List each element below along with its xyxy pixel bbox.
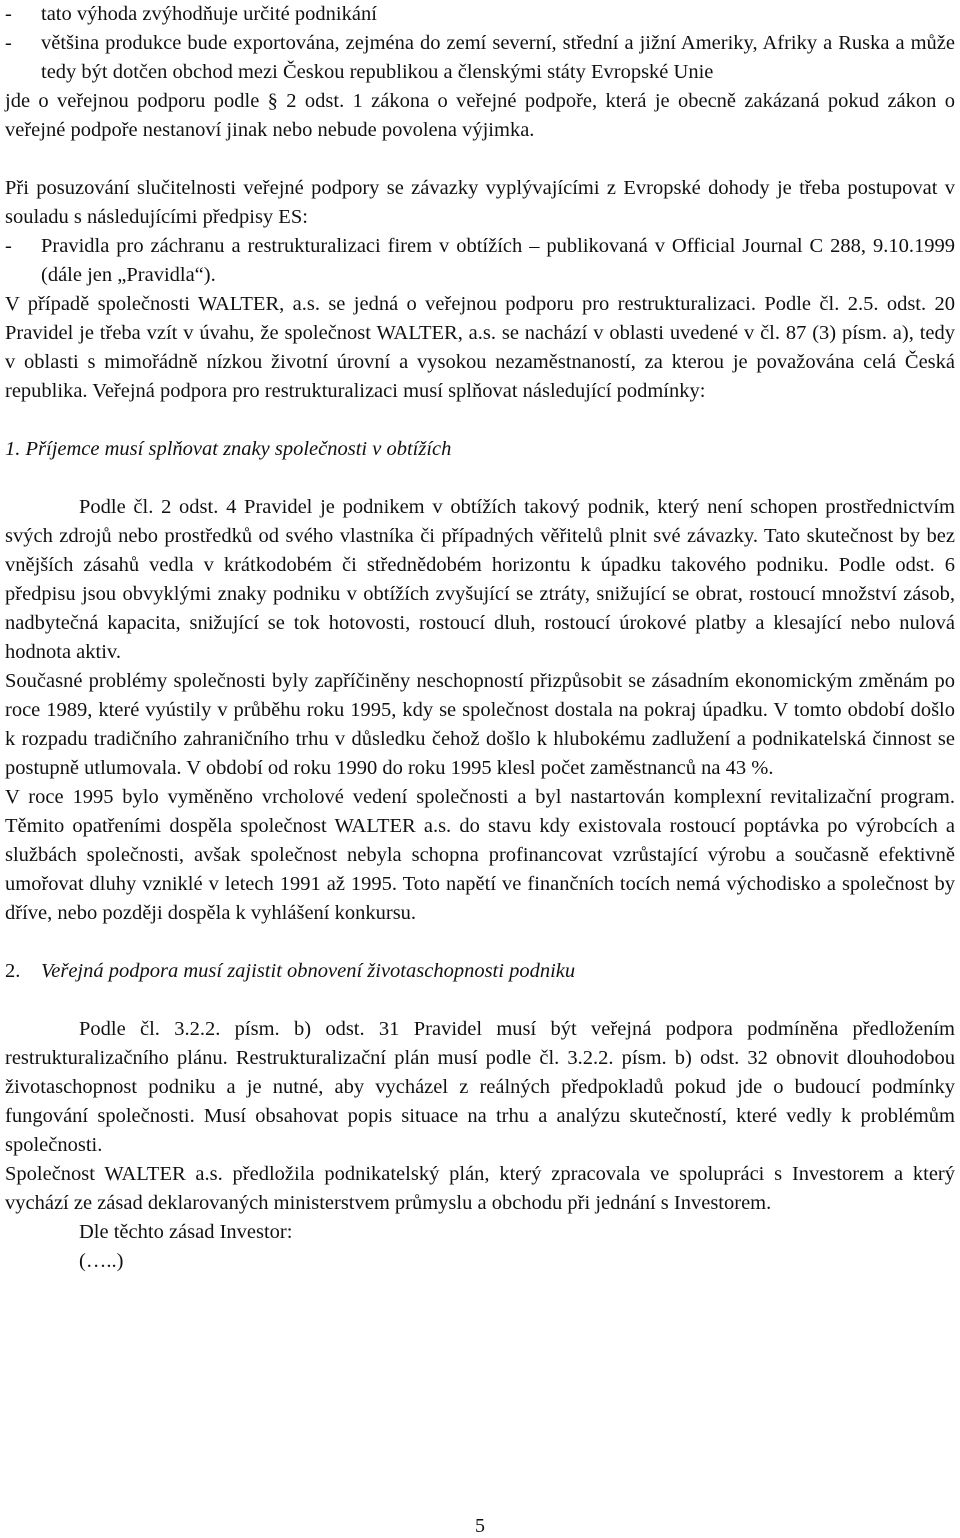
bullet-item [5,29,955,87]
paragraph-problems: Současné problémy společnosti byly zapříčiněny neschopností přizpůsobit se zásadním ekonomickým změnám po roce 1989, které vyústily v průběhu roku 1995, kdy se společnost dostala na pokraj úpadku. V tomto období došlo k rozpadu tradičního zahraničního trhu v důsledku čehož došlo k hlubokému zadlužení a podnikatelská činnost se postupně utlumovala. V období od roku 1990 do roku 1995 klesl počet zaměstnanců na 43 %. [5,670,955,779]
bullet-item [5,0,955,29]
bullet-dash: - [5,3,12,25]
bullet-item [5,232,955,290]
section-title: Veřejná podpora musí zajistit obnovení životaschopnosti podniku [41,960,576,982]
paragraph-public-support: jde o veřejnou podporu podle § 2 odst. 1 zákona o veřejné podpoře, která je obecně zakázaná pokud zákon o veřejné podpoře nestanoví jinak nebo nebude povolena výjimka. [5,90,955,141]
section-heading-1: 1. Příjemce musí splňovat znaky společnosti v obtížích [5,438,452,460]
line-investor-principles: Dle těchto zásad Investor: [79,1221,293,1243]
paragraph-business-plan: Společnost WALTER a.s. předložila podnikatelský plán, který zpracovala ve spolupráci s Investorem a který vychází ze zásad deklarovaných ministerstvem průmyslu a obchodu při jednání s Investorem. [5,1163,955,1214]
bullet-text: tato výhoda zvýhodňuje určité podnikání [41,3,377,25]
section-heading-2 [5,957,955,986]
page-number: 5 [475,1515,485,1537]
section-number: 2. [5,960,21,982]
paragraph-assessment: Při posuzování slučitelnosti veřejné podpory se závazky vyplývajícími z Evropské dohody je třeba postupovat v souladu s následujícími předpisy ES: [5,177,955,228]
paragraph-plan: Podle čl. 3.2.2. písm. b) odst. 31 Pravidel musí být veřejná podpora podmíněna předložením restrukturalizačního plánu. Restrukturalizační plán musí podle čl. 3.2.2. písm. b) odst. 32 obnovit dlouhodobou životaschopnost podniku a je nutné, aby vycházel z reálných předpokladů pokud jde o budoucí podmínky fungování společnosti. Musí obsahovat popis situace na trhu a analýzu skutečností, které vedly k problémům společnosti. [5,1018,955,1156]
bullet-text: většina produkce bude exportována, zejména do zemí severní, střední a jižní Ameriky, Afriky a Ruska a může tedy být dotčen obchod mezi Českou republikou a členskými státy Evropské Unie [41,32,955,83]
paragraph-1995: V roce 1995 bylo vyměněno vrcholové vedení společnosti a byl nastartován komplexní revitalizační program. Těmito opatřeními dospěla společnost WALTER a.s. do stavu kdy existovala rostoucí poptávka po výrobcích a službách společnosti, avšak společnost nebyla schopna profinancovat vzrůstající výrobu a současně efektivně umořovat dluhy vzniklé v letech 1991 až 1995. Toto napětí ve finančních tocích nemá východisko a společnost by dříve, nebo později dospěla k vyhlášení konkursu. [5,786,955,924]
bullet-dash: - [5,32,12,54]
paragraph-difficulty: Podle čl. 2 odst. 4 Pravidel je podnikem v obtížích takový podnik, který není schopen prostřednictvím svých zdrojů nebo prostředků od svého vlastníka či případných věřitelů plnit své závazky. Tato skutečnost by bez vnějších zásahů vedla v krátkodobém či střednědobém horizontu k úpadku takového podniku. Podle odst. 6 předpisu jsou obvyklými znaky podniku v obtížích zvyšující se ztráty, snižující se obrat, rostoucí množství zásob, nadbytečná kapacita, snižující se tok hotovosti, rostoucí dluh, rostoucí úrokové platby a klesající nebo nulová hodnota aktiv. [5,496,955,663]
line-ellipsis: (…..) [79,1250,124,1272]
paragraph-walter-case: V případě společnosti WALTER, a.s. se jedná o veřejnou podporu pro restrukturalizaci. Podle čl. 2.5. odst. 20 Pravidel je třeba vzít v úvahu, že společnost WALTER, a.s. se nachází v oblasti uvedené v čl. 87 (3) písm. a), tedy v oblasti s mimořádně nízkou životní úrovní a vysokou nezaměstnaností, za kterou je považována celá Česká republika. Veřejná podpora pro restrukturalizaci musí splňovat následující podmínky: [5,293,955,402]
bullet-dash: - [5,235,12,257]
document-page [5,0,955,1276]
bullet-text: Pravidla pro záchranu a restrukturalizaci firem v obtížích – publikovaná v Official Journal C 288, 9.10.1999 (dále jen „Pravidla“). [41,235,955,286]
